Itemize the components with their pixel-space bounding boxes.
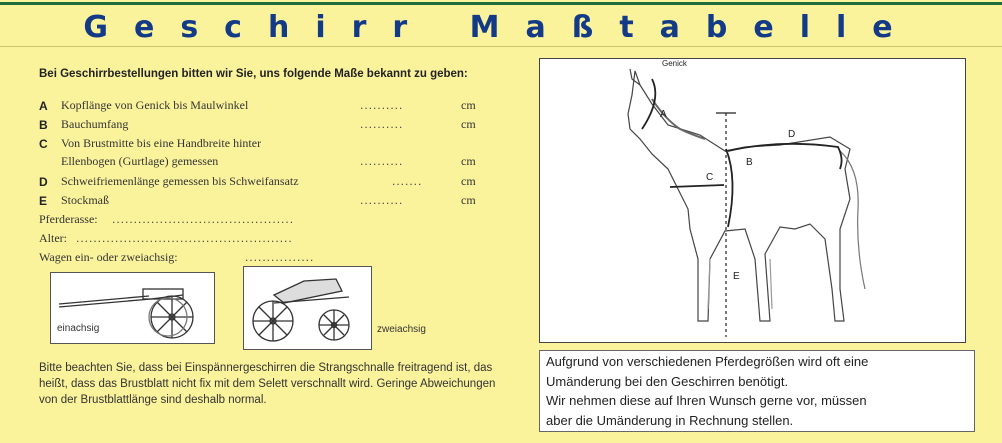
measurement-dots: ..........: [360, 193, 404, 207]
measurement-dots: ..........: [360, 117, 404, 131]
measurement-unit: cm: [461, 174, 476, 188]
measurement-letter: D: [39, 175, 48, 189]
measurement-letter: A: [39, 99, 48, 113]
field-dots[interactable]: ................: [245, 250, 315, 264]
measurement-dots: .......: [392, 174, 423, 188]
measurement-text: Bauchumfang: [61, 117, 129, 131]
info-box: [539, 350, 975, 432]
info-line: aber die Umänderung in Rechnung stellen.: [546, 412, 794, 428]
measurement-unit: cm: [461, 117, 476, 131]
label-b: B: [746, 157, 753, 168]
label-e: E: [733, 271, 740, 282]
measurement-unit: cm: [461, 193, 476, 207]
double-axle-cart-drawing: [244, 267, 371, 349]
info-line: Aufgrund von verschiedenen Pferdegrößen wird oft eine: [546, 354, 869, 369]
measurement-unit: cm: [461, 154, 476, 168]
measurement-text: Kopflänge von Genick bis Maulwinkel: [61, 98, 249, 112]
measurement-text-cont: Ellenbogen (Gurtlage) gemessen: [61, 154, 219, 168]
note-text: Bitte beachten Sie, dass bei Einspännergeschirren die Strangschnalle freitragend ist, das heißt, dass das Brustblatt nicht fix mit dem Selett verschnallt wird. Geringe Abweichungen von der Brustblattlänge sind deshalb normal.: [39, 362, 496, 406]
measurement-unit: cm: [461, 98, 476, 112]
measurement-letter: B: [39, 118, 48, 132]
info-line: Wir nehmen diese auf Ihren Wunsch gerne vor, müssen: [546, 393, 867, 408]
horse-diagram: [539, 58, 966, 343]
field-label: Alter:: [39, 231, 67, 245]
intro-text: Bei Geschirrbestellungen bitten wir Sie, uns folgende Maße bekannt zu geben:: [39, 68, 468, 80]
field-dots[interactable]: ..........................................: [112, 212, 295, 226]
double-axle-caption: zweiachsig: [377, 324, 426, 335]
page-title: Geschirr Maßtabelle: [83, 10, 919, 45]
field-label: Wagen ein- oder zweiachsig:: [39, 250, 178, 264]
measurement-letter: E: [39, 194, 48, 208]
field-label: Pferderasse:: [39, 212, 98, 226]
top-rule: [0, 2, 1002, 5]
measurement-text: Stockmaß: [61, 193, 109, 207]
info-line: Umänderung bei den Geschirren benötigt.: [546, 373, 789, 389]
measurement-text: Schweifriemenlänge gemessen bis Schweifansatz: [61, 174, 299, 188]
title-rule: [0, 46, 1002, 47]
label-genick: Genick: [662, 59, 687, 68]
single-axle-caption: einachsig: [57, 323, 100, 334]
label-d: D: [788, 129, 796, 140]
measurement-dots: ..........: [360, 154, 404, 168]
double-axle-cart-image: [243, 266, 372, 350]
measurement-dots: ..........: [360, 98, 404, 112]
measurement-text: Von Brustmitte bis eine Handbreite hinter: [61, 136, 262, 150]
field-dots[interactable]: ..................................................: [76, 231, 293, 245]
single-axle-cart-image: [50, 272, 215, 344]
label-c: C: [706, 172, 714, 183]
horse-drawing: [540, 59, 965, 342]
measurement-letter: C: [39, 137, 48, 151]
label-a: A: [660, 109, 667, 120]
